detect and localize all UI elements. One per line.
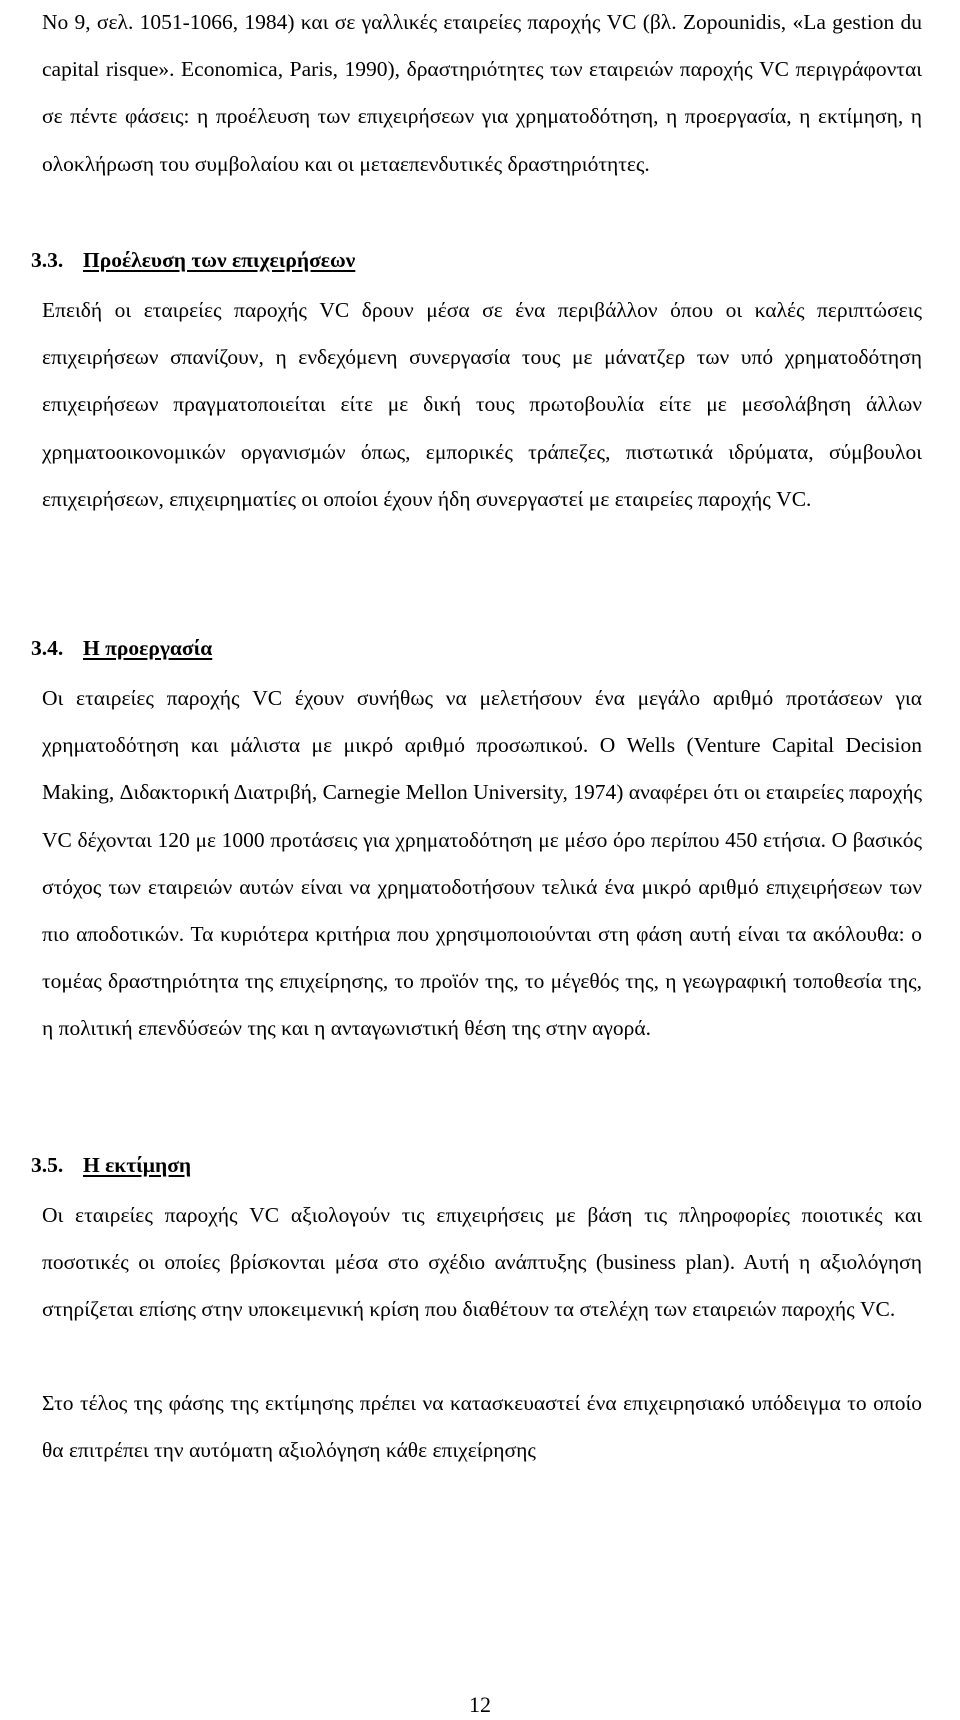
section-3-5-number: 3.5. [31,1153,64,1177]
section-3-3-number: 3.3. [31,248,64,272]
section-3-5-heading [31,1150,191,1180]
section-3-3-paragraph: Επειδή οι εταιρείες παροχής VC δρουν μέσα σε ένα περιβάλλον όπου οι καλές περιπτώσεις επιχειρήσεων σπανίζουν, η ενδεχόμενη συνεργασία τους με μάνατζερ των υπό χρηματοδότηση επιχειρήσεων πραγματοποιείται είτε με δική τους πρωτοβουλία είτε με μεσολάβηση άλλων χρηματοοικονομικών οργανισμών όπως, εμπορικές τράπεζες, πιστωτικά ιδρύματα, σύμβουλοι επιχειρήσεων, επιχειρηματίες οι οποίοι έχουν ήδη συνεργαστεί με εταιρείες παροχής VC. [42,298,922,511]
section-3-4-heading [31,633,212,663]
page-number: 12 [469,1692,491,1717]
section-3-3-heading [31,245,355,275]
section-3-4-paragraph: Οι εταιρείες παροχής VC έχουν συνήθως να μελετήσουν ένα μεγάλο αριθμό προτάσεων για χρηματοδότηση και μάλιστα με μικρό αριθμό προσωπικού. Ο Wells (Venture Capital Decision Making, Διδακτορική Διατριβή, Carnegie Mellon University, 1974) αναφέρει ότι οι εταιρείες παροχής VC δέχονται 120 με 1000 προτάσεις για χρηματοδότηση με μέσο όρο περίπου 450 ετήσια. Ο βασικός στόχος των εταιρειών αυτών είναι να χρηματοδοτήσουν τελικά ένα μικρό αριθμό επιχειρήσεων των πιο αποδοτικών. Τα κυριότερα κριτήρια που χρησιμοποιούνται στη φάση αυτή είναι τα ακόλουθα: ο τομέας δραστηριότητα της επιχείρησης, το προϊόν της, το μέγεθός της, η γεωγραφική τοποθεσία της, η πολιτική επενδύσεών της και η ανταγωνιστική θέση της στην αγορά. [42,686,922,1041]
section-3-3-title: Προέλευση των επιχειρήσεων [83,248,356,272]
section-3-5-paragraph-1: Οι εταιρείες παροχής VC αξιολογούν τις επιχειρήσεις με βάση τις πληροφορίες ποιοτικές και ποσοτικές οι οποίες βρίσκονται μέσα στο σχέδιο ανάπτυξης (business plan). Αυτή η αξιολόγηση στηρίζεται επίσης στην υποκειμενική κρίση που διαθέτουν τα στελέχη των εταιρειών παροχής VC. [42,1203,922,1322]
intro-paragraph: No 9, σελ. 1051-1066, 1984) και σε γαλλικές εταιρείες παροχής VC (βλ. Zopounidis, «La gestion du capital risque». Economica, Paris, 1990), δραστηριότητες των εταιρειών παροχής VC περιγράφονται σε πέντε φάσεις: η προέλευση των επιχειρήσεων για χρηματοδότηση, η προεργασία, η εκτίμηση, η ολοκλήρωση του συμβολαίου και οι μεταεπενδυτικές δραστηριότητες. [42,10,922,176]
section-3-5-paragraph-2: Στο τέλος της φάσης της εκτίμησης πρέπει να κατασκευαστεί ένα επιχειρησιακό υπόδειγμα το οποίο θα επιτρέπει την αυτόματη αξιολόγηση κάθε επιχείρησης [42,1391,922,1463]
section-3-5-title: Η εκτίμηση [83,1153,192,1177]
section-3-4-title: Η προεργασία [83,636,213,660]
section-3-4-number: 3.4. [31,636,64,660]
